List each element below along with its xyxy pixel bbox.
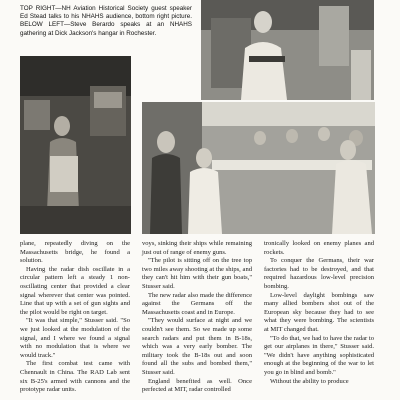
paragraph: tronically looked on enemy planes and rockets. [264, 240, 374, 256]
paragraph: To conquer the Germans, their war factories had to be destroyed, and that required hazardous low-level precision bombing. [264, 257, 374, 290]
paragraph: The new radar also made the difference against the Germans off the Massachusetts coast and in Europe. [142, 291, 252, 316]
paragraph: Low-level daylight bombings saw many allied bombers shot out of the European sky because they had to see what they were bombing. The scientists at MIT changed that. [264, 291, 374, 333]
audience-photo-art [142, 102, 375, 234]
paragraph: plane, repeatedly diving on the Massachusetts bridge, he found a solution. [20, 240, 130, 265]
paragraph: "It was that simple," Stusser said. "So we just looked at the modulation of the signal, and I where we found a signal with no modulation that is where we would track." [20, 317, 130, 359]
speaker-photo-art [201, 0, 374, 100]
photo-caption: TOP RIGHT—NH Aviation Historical Society guest speaker Ed Stead talks to his NHAHS audience, bottom right picture. BELOW LEFT—Steve Berardo speaks at an NHAHS gathering at Dick Jackson's hangar in Rochester. [20, 5, 192, 37]
paragraph: "They would surface at night and we couldn't see them. So we made up some search radars and put them in B-18s, which was a very early bomber. The military took the B-18s out and soon found all the subs and bombed them," Stusser said. [142, 317, 252, 376]
paragraph: Without the ability to produce [270, 377, 349, 385]
paragraph: The first combat test came with Chennault in China. The RAD Lab sent six B-25's armed with cannons and the prototype radar units. [20, 360, 130, 394]
photo-audience-bottom-right [142, 102, 375, 234]
body-column-2 [142, 240, 252, 395]
paragraph: voys, sinking their ships while remaining just out of range of enemy guns. [142, 240, 252, 256]
photo-speaker-bottom-left [20, 56, 131, 234]
paragraph: Having the radar dish oscillate in a circular pattern left a steady 1 non-oscillating center that provided a clear signal wherever that center was pointed. Line that up with a set of gun sights and the pilot would be right on target. [20, 265, 130, 316]
body-column-1 [20, 240, 130, 395]
paragraph: England benefited as well. Once perfected at MIT, radar controlled [142, 377, 252, 394]
paragraph: "To do that, we had to have the radar to get our airplanes in there," Stusser said. "We didn't have anything sophisticated enough at the beginning of the war to let you go in blind and bomb." [264, 334, 374, 376]
hangar-photo-art [20, 56, 131, 234]
body-column-3 [264, 240, 374, 386]
paragraph: "The pilot is sitting off on the tree top two miles away shooting at the ships, and they can't hit him with their gun boats," Stusser said. [142, 257, 252, 290]
photo-speaker-top-right [201, 0, 374, 100]
